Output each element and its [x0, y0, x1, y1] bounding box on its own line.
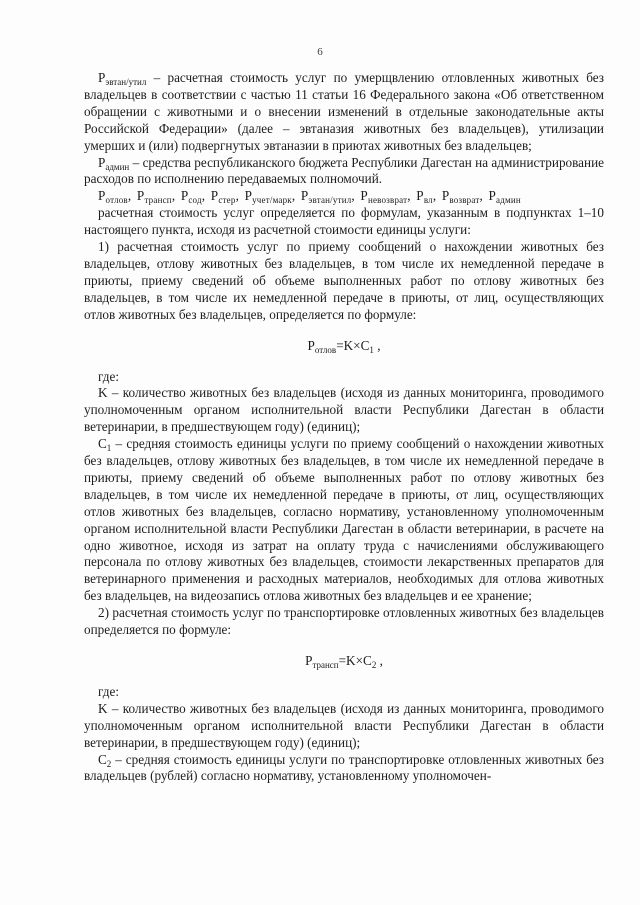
var-item: $P_{стер}$, — [210, 188, 240, 206]
paragraph-text: – расчетная стоимость услуг по умерщвлению отловленных животных без владельцев в соответствии с частью 11 статьи 16 Федерального закона «Об ответственном обращении с животными и о внесении изменений в отдельные законодательные акты Российской Федерации» (далее – эвтаназия животных без владельцев), утилизации умерших и (или) подвергнутых эвтаназии в приютах животных без владельцев; — [84, 70, 604, 153]
var-item: $P_{трансп}$, — [136, 188, 176, 206]
paragraph-k-definition-1: K – количество животных без владельцев (исходя из данных мониторинга, проводимого уполномоченным органом исполнительной власти Республики Дагестан в области ветеринарии, в предшествующем году) (единиц); — [84, 385, 604, 435]
var-item: $P_{отлов}$, — [98, 188, 132, 206]
paragraph-item-1: 1) расчетная стоимость услуг по приему сообщений о нахождении животных без владельцев, отлову животных без владельцев, в том числе их немедленной передаче в приюты, приему сведений об объеме выполненных работ по отлову животных без владельцев, в том числе их немедленной передаче в приюты, от лиц, осуществляющих отлов животных без владельцев, определяется по формуле: — [84, 239, 604, 322]
var-item: $P_{вл}$, — [416, 188, 437, 206]
paragraph-euthanasia — [84, 70, 604, 155]
var-item: $P_{учет/марк}$, — [244, 188, 296, 206]
where-label-2: где: — [98, 683, 119, 699]
formula-2: $P_{трансп}=K\times C_2$ , — [305, 653, 383, 670]
paragraph-c1-definition: $C_1$ – средняя стоимость единицы услуги по приему сообщений о нахождении животных без владельцев, отлову животных без владельцев, в том числе их немедленной передаче в приюты, приему сведений об объеме выполненных работ по отлову животных без владельцев, в том числе их немедленной передаче в приюты, от лиц, осуществляющих отлов животных без владельцев, согласно нормативу, установленному уполномоченным органом исполнительной власти Республики Дагестан в области ветеринарии, в расчете на одно животное, исходя из затрат на оплату труда с начислениями обслуживающего персонала по отлову животных без владельцев, стоимости лекарственных препаратов для ветеринарного применения и расходных материалов, необходимых для отлова животных без владельцев, на видеозапись отлова животных без владельцев и ее хранение; — [84, 436, 604, 604]
paragraph-item-2: 2) расчетная стоимость услуг по транспортировке отловленных животных без владельцев определяется по формуле: — [84, 605, 604, 638]
variables-list — [84, 188, 604, 205]
paragraph-text: – средства республиканского бюджета Республики Дагестан на администрирование расходов по исполнению передаваемых полномочий. — [84, 154, 604, 187]
document-body — [84, 70, 604, 785]
var-item: $P_{эвтан/утил}$, — [300, 188, 355, 206]
symbol-subscript: админ — [105, 161, 130, 172]
page-number: 6 — [317, 46, 323, 58]
paragraph-c2-definition: $C_2$ – средняя стоимость единицы услуги по транспортировке отловленных животных без владельцев (рублей) согласно нормативу, установленному уполномочен- — [84, 751, 604, 784]
symbol: P — [98, 70, 106, 85]
paragraph-calc-intro: расчетная стоимость услуг определяется по формулам, указанным в подпунктах 1–10 настоящего пункта, исходя из расчетной стоимости единицы услуги: — [84, 205, 604, 238]
paragraph-k-definition-2: K – количество животных без владельцев (исходя из данных мониторинга, проводимого уполномоченным органом исполнительной власти Республики Дагестан в области ветеринарии, в предшествующем году) (единиц); — [84, 700, 604, 750]
var-item: $P_{админ}$ — [488, 188, 521, 206]
formula-1: $P_{отлов}=K\times C_1$ , — [307, 337, 381, 355]
where-label-1: где: — [98, 368, 119, 384]
var-item: $P_{невозврат}$, — [360, 188, 411, 206]
symbol: P — [98, 154, 106, 170]
var-item: $P_{возврат}$, — [441, 188, 483, 206]
var-item: $P_{сод}$, — [180, 188, 206, 206]
paragraph-admin — [84, 155, 604, 189]
symbol-subscript: эвтан/утил — [105, 77, 147, 87]
